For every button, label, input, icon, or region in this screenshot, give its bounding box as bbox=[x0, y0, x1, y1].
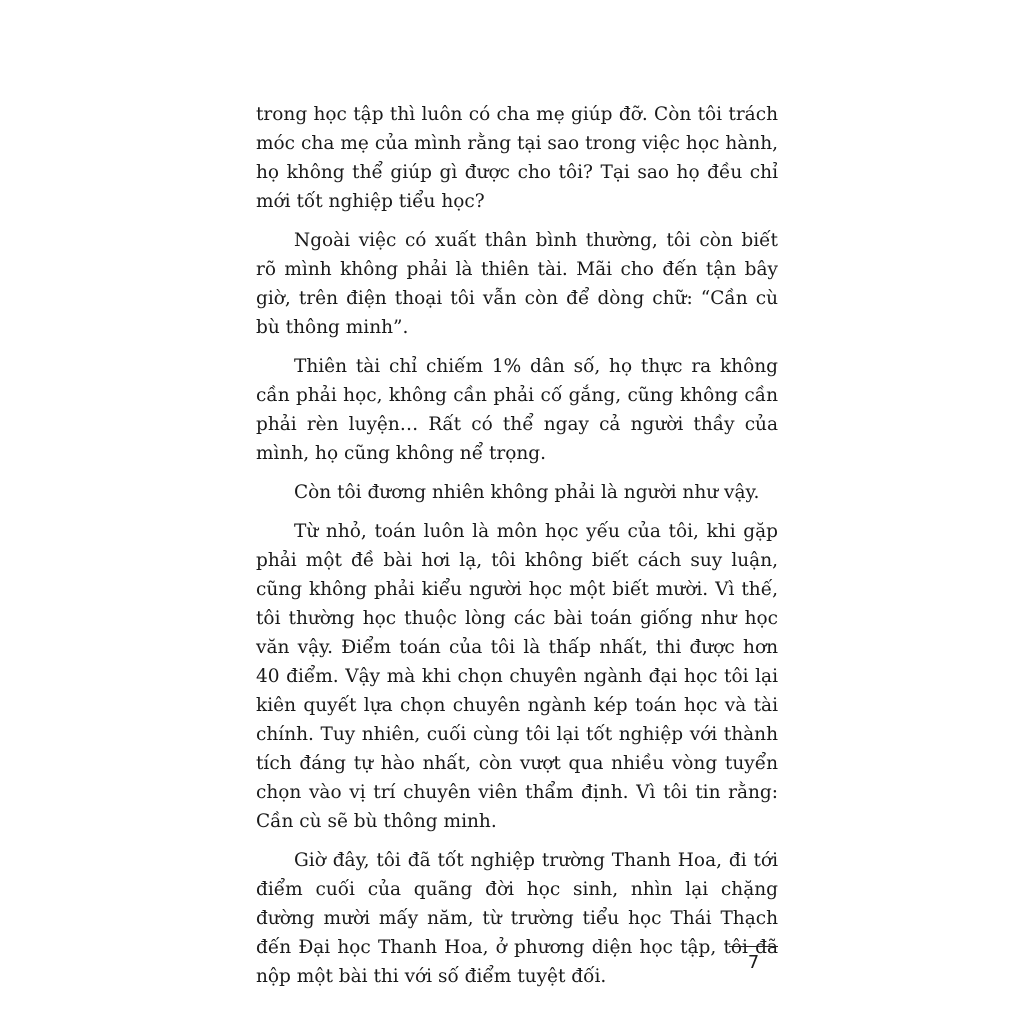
paragraph: Giờ đây, tôi đã tốt nghiệp trường Thanh Hoa, đi tới điểm cuối của quãng đời học sinh, nhìn lại chặng đường mười mấy năm, từ trường tiểu học Thái Thạch đến Đại học Thanh Hoa, ở phương diện học tập, tôi đã nộp một bài thi với số điểm tuyệt đối. bbox=[256, 850, 778, 987]
paragraph: Còn tôi đương nhiên không phải là người như vậy. bbox=[294, 482, 760, 503]
paragraph: Từ nhỏ, toán luôn là môn học yếu của tôi, khi gặp phải một đề bài hơi lạ, tôi không biết cách suy luận, cũng không phải kiểu người học một biết mười. Vì thế, tôi thường học thuộc lòng các bài toán giống như học văn vậy. Điểm toán của tôi là thấp nhất, thi được hơn 40 điểm. Vậy mà khi chọn chuyên ngành đại học tôi lại kiên quyết lựa chọn chuyên ngành kép toán học và tài chính. Tuy nhiên, cuối cùng tôi lại tốt nghiệp với thành tích đáng tự hào nhất, còn vượt qua nhiều vòng tuyển chọn vào vị trí chuyên viên thẩm định. Vì tôi tin rằng: Cần cù sẽ bù thông minh. bbox=[256, 521, 778, 832]
page-number: 7 bbox=[747, 952, 760, 973]
paragraph: Thiên tài chỉ chiếm 1% dân số, họ thực ra không cần phải học, không cần phải cố gắng, cũng không cần phải rèn luyện… Rất có thể ngay cả người thầy của mình, họ cũng không nể trọng. bbox=[256, 356, 778, 464]
paragraph-continuation: trong học tập thì luôn có cha mẹ giúp đỡ. Còn tôi trách móc cha mẹ của mình rằng tại sao trong việc học hành, họ không thể giúp gì được cho tôi? Tại sao họ đều chỉ mới tốt nghiệp tiểu học? bbox=[256, 104, 778, 212]
paragraph: Ngoài việc có xuất thân bình thường, tôi còn biết rõ mình không phải là thiên tài. Mãi cho đến tận bây giờ, trên điện thoại tôi vẫn còn để dòng chữ: “Cần cù bù thông minh”. bbox=[256, 230, 778, 338]
body-text bbox=[256, 100, 778, 1001]
footer-divider bbox=[729, 946, 778, 947]
